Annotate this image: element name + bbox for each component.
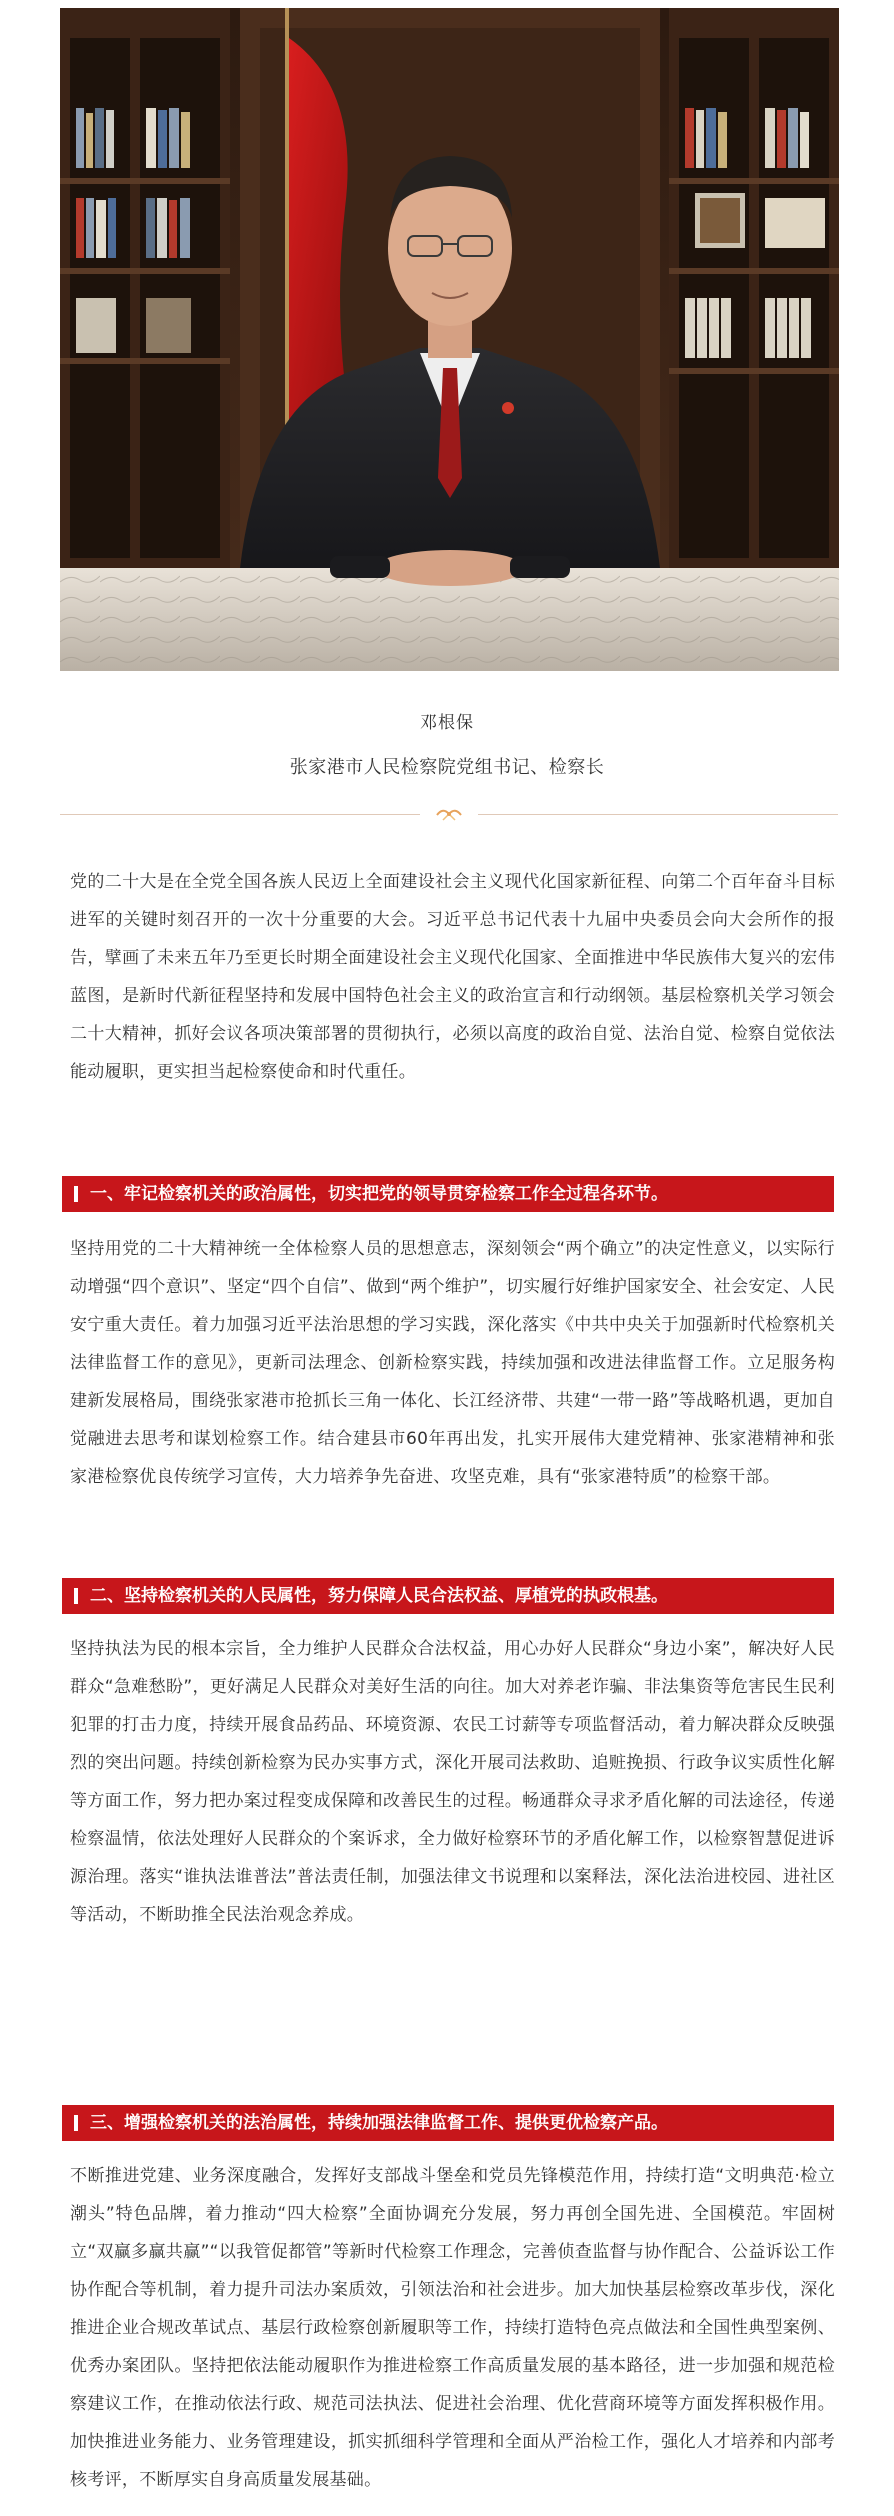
section-heading-text: 二、坚持检察机关的人民属性，努力保障人民合法权益、厚植党的执政根基。 — [90, 1586, 668, 1606]
section-heading-text: 三、增强检察机关的法治属性，持续加强法律监督工作、提供更优检察产品。 — [90, 2113, 668, 2133]
section-heading-3 — [62, 2105, 834, 2141]
portrait-photo — [60, 8, 839, 671]
divider-line-right — [478, 814, 838, 815]
section-body-1: 坚持用党的二十大精神统一全体检察人员的思想意志，深刻领会“两个确立”的决定性意义，以实际行动增强“四个意识”、坚定“四个自信”、做到“两个维护”，切实履行好维护国家安全、社会安定、人民安宁重大责任。着力加强习近平法治思想的学习实践，深化落实《中共中央关于加强新时代检察机关法律监督工作的意见》，更新司法理念、创新检察实践，持续加强和改进法律监督工作。立足服务构建新发展格局，围绕张家港市抢抓长三角一体化、长江经济带、共建“一带一路”等战略机遇，更加自觉融进去思考和谋划检察工作。结合建县市60年再出发，扎实开展伟大建党精神、张家港精神和张家港检察优良传统学习宣传，大力培养争先奋进、攻坚克难，具有“张家港特质”的检察干部。 — [70, 1239, 835, 1487]
heading-accent-bar — [74, 2115, 78, 2131]
person-title: 张家港市人民检察院党组书记、检察长 — [289, 757, 605, 778]
section-heading-2 — [62, 1578, 834, 1614]
heading-accent-bar — [74, 1186, 78, 1202]
heading-accent-bar — [74, 1588, 78, 1604]
divider-line-left — [60, 814, 420, 815]
section-body-3: 不断推进党建、业务深度融合，发挥好支部战斗堡垒和党员先锋模范作用，持续打造“文明典范·检立潮头”特色品牌，着力推动“四大检察”全面协调充分发展，努力再创全国先进、全国模范。牢固树立“双赢多赢共赢”“以我管促都管”等新时代检察工作理念，完善侦查监督与协作配合、公益诉讼工作协作配合等机制，着力提升司法办案质效，引领法治和社会进步。加大加快基层检察改革步伐，深化推进企业合规改革试点、基层行政检察创新履职等工作，持续打造特色亮点做法和全国性典型案例、优秀办案团队。坚持把依法能动履职作为推进检察工作高质量发展的基本路径，进一步加强和规范检察建议工作，在推动依法行政、规范司法执法、促进社会治理、优化营商环境等方面发挥积极作用。加快推进业务能力、业务管理建设，抓实抓细科学管理和全面从严治检工作，强化人才培养和内部考核考评，不断厚实自身高质量发展基础。 — [70, 2166, 835, 2490]
intro-paragraph: 党的二十大是在全党全国各族人民迈上全面建设社会主义现代化国家新征程、向第二个百年奋斗目标进军的关键时刻召开的一次十分重要的大会。习近平总书记代表十九届中央委员会向大会所作的报告，擘画了未来五年乃至更长时期全面建设社会主义现代化国家、全面推进中华民族伟大复兴的宏伟蓝图，是新时代新征程坚持和发展中国特色社会主义的政治宣言和行动纲领。基层检察机关学习领会二十大精神，抓好会议各项决策部署的贯彻执行，必须以高度的政治自觉、法治自觉、检察自觉依法能动履职，更实担当起检察使命和时代重任。 — [70, 872, 835, 1082]
section-body-2: 坚持执法为民的根本宗旨，全力维护人民群众合法权益，用心办好人民群众“身边小案”，解决好人民群众“急难愁盼”，更好满足人民群众对美好生活的向往。加大对养老诈骗、非法集资等危害民生民利犯罪的打击力度，持续开展食品药品、环境资源、农民工讨薪等专项监督活动，着力解决群众反映强烈的突出问题。持续创新检察为民办实事方式，深化开展司法救助、追赃挽损、行政争议实质性化解等方面工作，努力把办案过程变成保障和改善民生的过程。畅通群众寻求矛盾化解的司法途径，传递检察温情，依法处理好人民群众的个案诉求，全力做好检察环节的矛盾化解工作，以检察智慧促进诉源治理。落实“谁执法谁普法”普法责任制，加强法律文书说理和以案释法，深化法治进校园、进社区等活动，不断助推全民法治观念养成。 — [70, 1639, 835, 1925]
caption-divider — [60, 805, 838, 823]
person-name: 邓根保 — [420, 713, 474, 733]
section-heading-1 — [62, 1176, 834, 1212]
gold-ornament-icon — [435, 805, 463, 823]
section-heading-text: 一、牢记检察机关的政治属性，切实把党的领导贯穿检察工作全过程各环节。 — [90, 1184, 668, 1204]
